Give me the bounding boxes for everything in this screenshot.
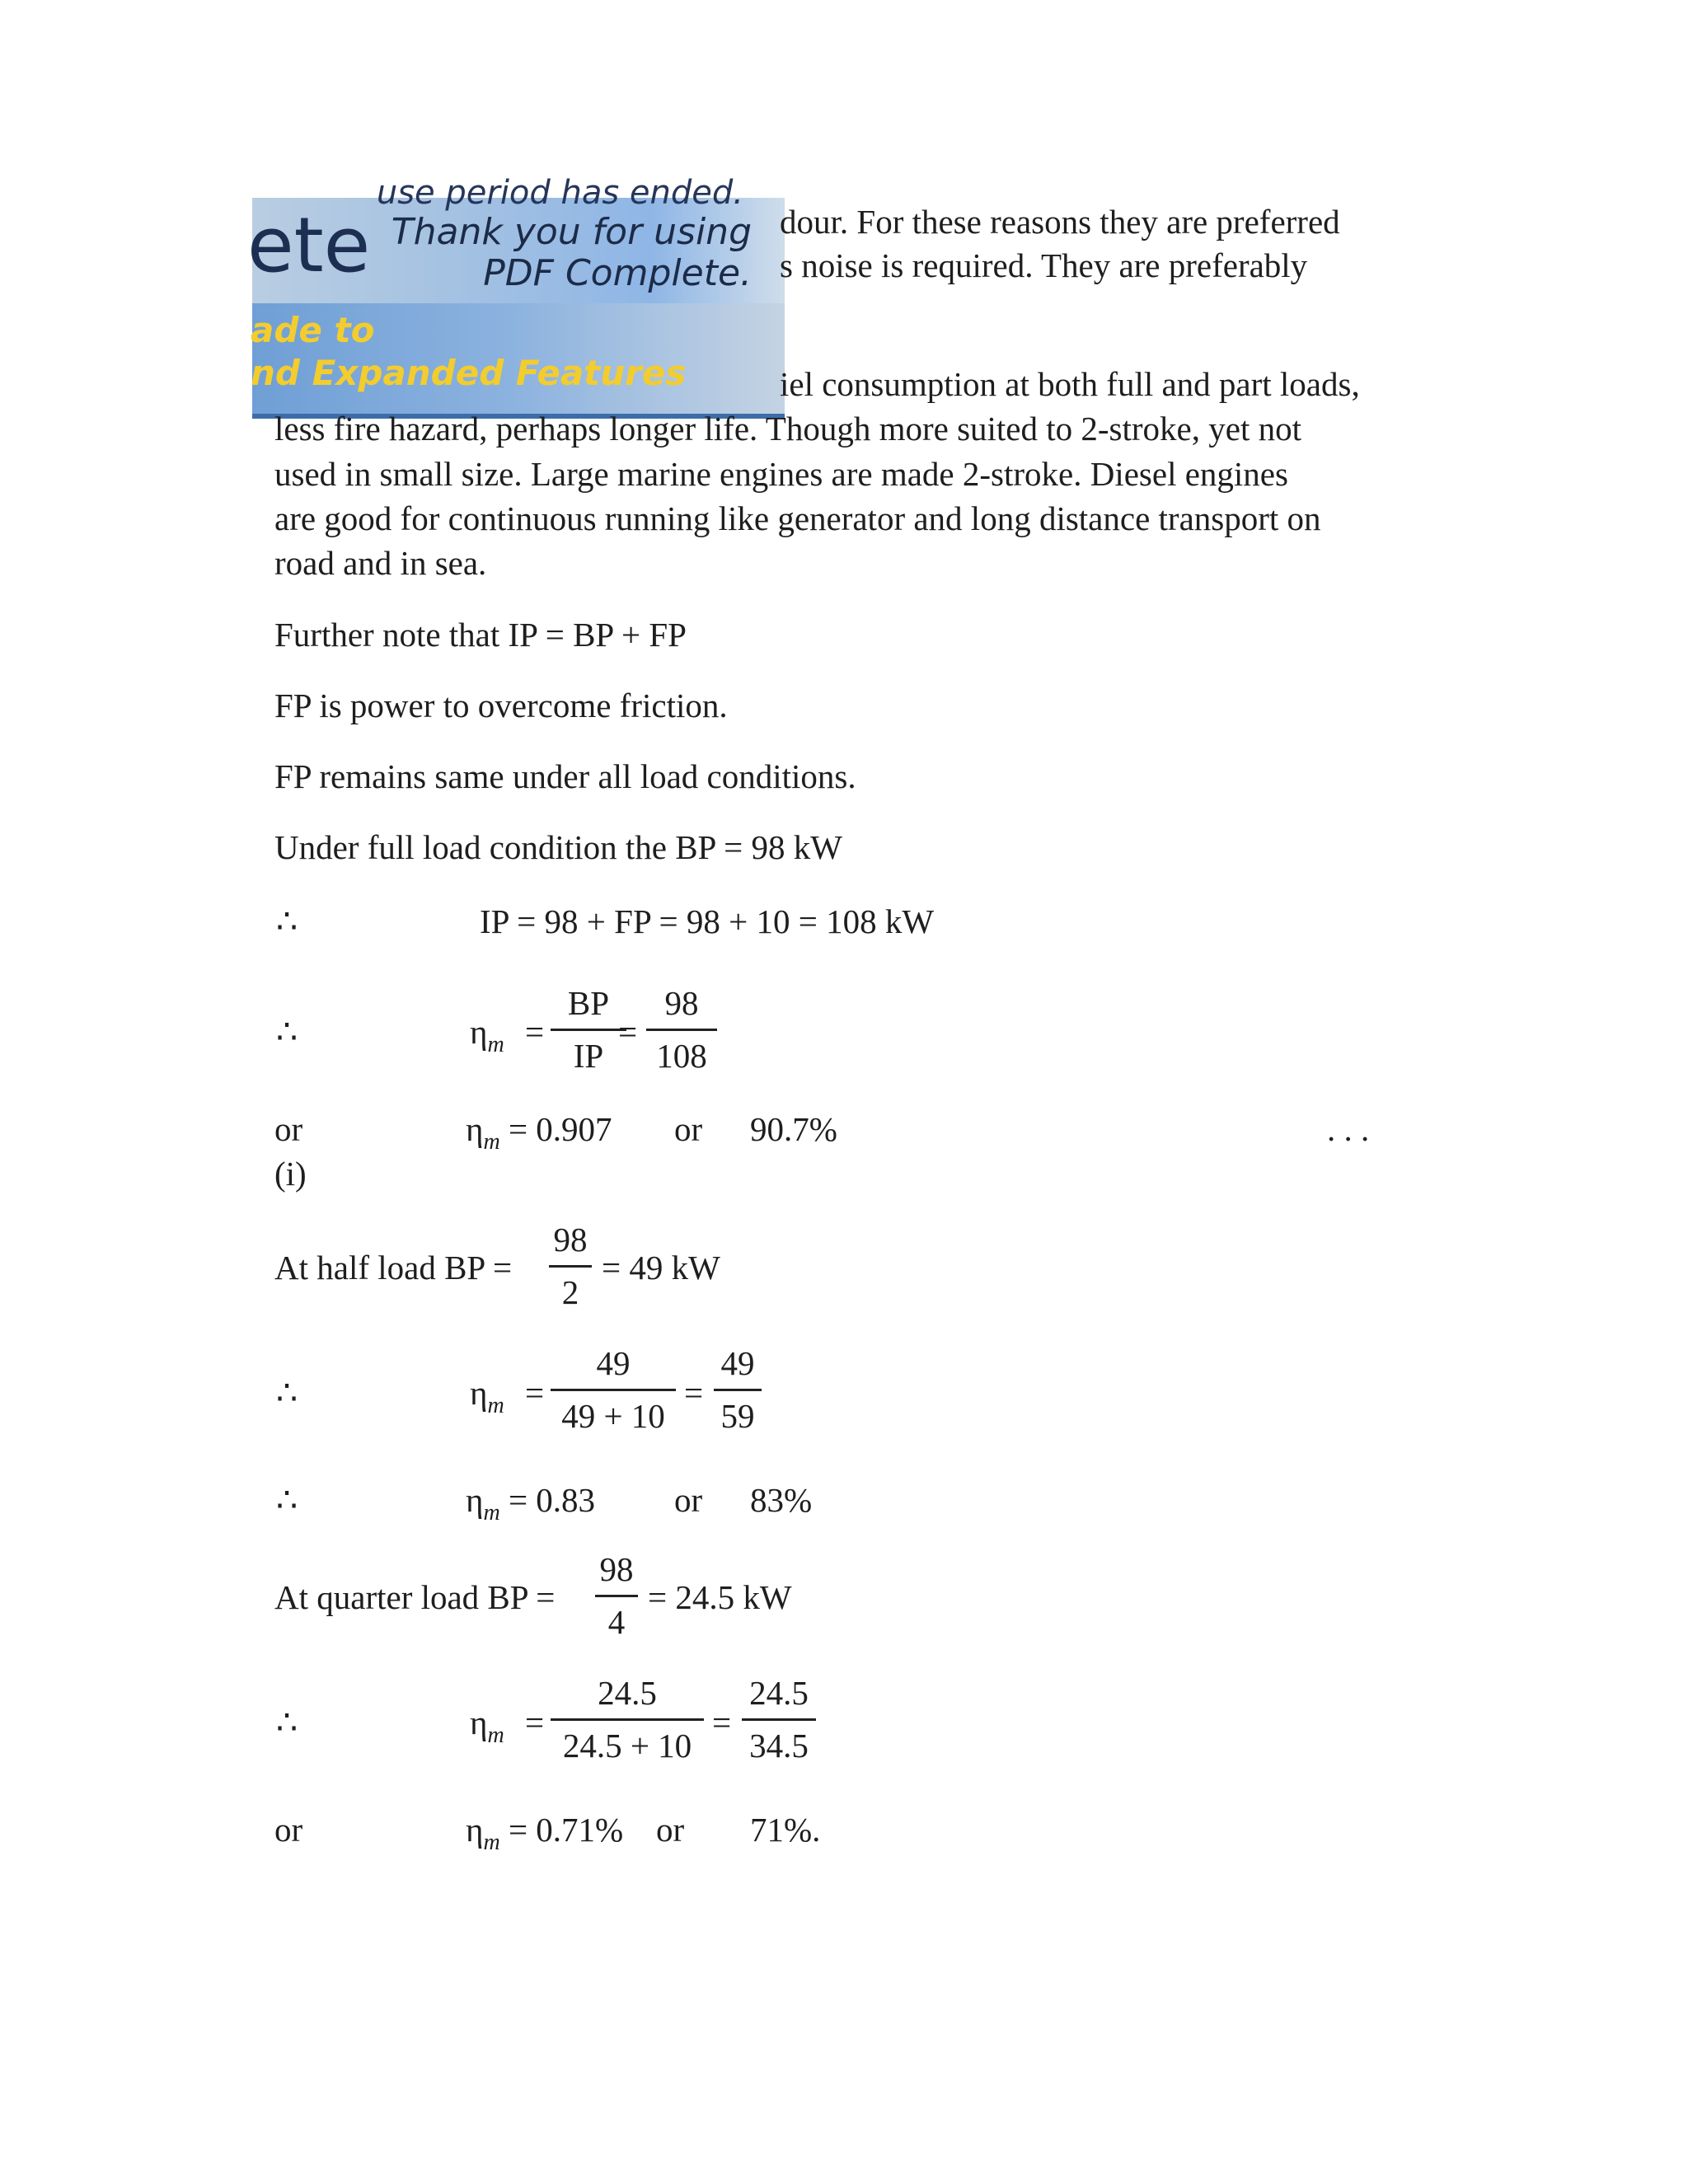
- fraction-98-108: [646, 984, 717, 1075]
- eta-result-full: $\eta_m = 0.907$: [466, 1110, 612, 1155]
- banner-cut-text: use period has ended.: [376, 174, 743, 212]
- fraction-bar: [595, 1595, 638, 1597]
- or-word: or: [674, 1110, 703, 1148]
- fraction-bar: [549, 1265, 592, 1268]
- therefore-symbol: ∴: [276, 1704, 298, 1741]
- fraction-bar: [742, 1718, 816, 1721]
- pdf-complete-banner[interactable]: [247, 174, 785, 419]
- fraction-numerator: 98: [664, 984, 699, 1022]
- banner-thank-line1: Thank you for using: [391, 211, 752, 253]
- equals-sign: =: [525, 1374, 545, 1412]
- therefore-symbol: ∴: [276, 1481, 298, 1519]
- fraction-denominator: 24.5 + 10: [562, 1727, 692, 1765]
- eta-symbol: $\eta_m$: [470, 1704, 504, 1748]
- fraction-numerator: BP: [567, 984, 610, 1022]
- fraction-98-4: [595, 1550, 638, 1641]
- fraction-denominator: 4: [607, 1603, 626, 1641]
- fraction-numerator: 98: [599, 1550, 634, 1588]
- note-full-load: Under full load condition the BP = 98 kW: [274, 828, 842, 866]
- fraction-denominator: 34.5: [749, 1727, 809, 1765]
- banner-big-text: ete: [247, 201, 371, 289]
- fraction-bar: [646, 1029, 717, 1031]
- text-line-1: dour. For these reasons they are preferred: [780, 203, 1340, 241]
- fraction-numerator: 24.5: [749, 1674, 809, 1712]
- percent-full: 90.7%: [750, 1110, 837, 1148]
- fraction-98-2: [549, 1223, 592, 1310]
- equals-sign: =: [684, 1374, 704, 1412]
- fraction-bar: [551, 1029, 626, 1031]
- fraction-49-59: [714, 1344, 762, 1435]
- fraction-denominator: 2: [561, 1273, 579, 1311]
- percent-half: 83%: [750, 1481, 813, 1519]
- quarter-load-suffix: = 24.5 kW: [648, 1578, 792, 1616]
- text-line-3: iel consumption at both full and part loads,: [780, 365, 1360, 403]
- therefore-symbol: ∴: [276, 1013, 298, 1051]
- text-line-2: s noise is required. They are preferably: [780, 246, 1308, 284]
- fraction-denominator: IP: [573, 1037, 604, 1075]
- eq-ip-total: IP = 98 + FP = 98 + 10 = 108 kW: [480, 902, 935, 940]
- banner-upgrade-line1[interactable]: ade to: [251, 310, 375, 350]
- half-load-suffix: = 49 kW: [602, 1249, 720, 1286]
- or-word: or: [674, 1481, 703, 1519]
- fraction-bar: [551, 1718, 704, 1721]
- paragraph-line-3: are good for continuous running like generator and long distance transport on: [274, 499, 1321, 537]
- eta-result-quarter: $\eta_m = 0.71\%$: [466, 1811, 624, 1855]
- fraction-24.5-34.5: [742, 1676, 816, 1763]
- fraction-24.5-24.5plus10: [551, 1676, 704, 1763]
- banner-upgrade-line2[interactable]: nd Expanded Features: [251, 353, 687, 393]
- ellipsis: . . .: [1327, 1110, 1370, 1148]
- equals-sign: =: [618, 1013, 638, 1051]
- fraction-denominator: 59: [720, 1397, 755, 1435]
- eta-symbol: $\eta_m$: [470, 1013, 504, 1057]
- fraction-numerator: 98: [553, 1221, 588, 1258]
- therefore-symbol: ∴: [276, 1374, 298, 1412]
- fraction-bar: [551, 1389, 676, 1391]
- fraction-bp-ip: [551, 984, 626, 1075]
- fraction-denominator: 108: [656, 1037, 707, 1075]
- half-load-prefix: At half load BP =: [274, 1249, 513, 1286]
- equals-sign: =: [712, 1704, 732, 1741]
- equation-label-i: (i): [274, 1155, 307, 1193]
- fraction-bar: [714, 1389, 762, 1391]
- therefore-symbol: ∴: [276, 902, 298, 940]
- quarter-load-prefix: At quarter load BP =: [274, 1578, 556, 1616]
- paragraph-line-2: used in small size. Large marine engines are made 2-stroke. Diesel engines: [274, 455, 1288, 493]
- eta-result-half: $\eta_m = 0.83$: [466, 1481, 596, 1526]
- eta-symbol: $\eta_m$: [470, 1374, 504, 1418]
- fraction-numerator: 49: [596, 1344, 631, 1382]
- or-word: or: [656, 1811, 685, 1849]
- equals-sign: =: [525, 1704, 545, 1741]
- banner-thank-line2: PDF Complete.: [483, 252, 752, 294]
- fraction-numerator: 24.5: [598, 1674, 657, 1712]
- paragraph-line-1: less fire hazard, perhaps longer life. Though more suited to 2-stroke, yet not: [274, 410, 1301, 448]
- note-fp-same: FP remains same under all load conditions.: [274, 757, 856, 795]
- fraction-49-49plus10: [551, 1344, 676, 1435]
- fraction-denominator: 49 + 10: [561, 1397, 665, 1435]
- percent-quarter: 71%.: [750, 1811, 821, 1849]
- or-word: or: [274, 1110, 303, 1148]
- note-ip-bp-fp: Further note that IP = BP + FP: [274, 616, 687, 654]
- or-word: or: [274, 1811, 303, 1849]
- fraction-numerator: 49: [720, 1344, 755, 1382]
- paragraph-line-4: road and in sea.: [274, 544, 487, 582]
- note-fp-friction: FP is power to overcome friction.: [274, 687, 728, 724]
- equals-sign: =: [525, 1013, 545, 1051]
